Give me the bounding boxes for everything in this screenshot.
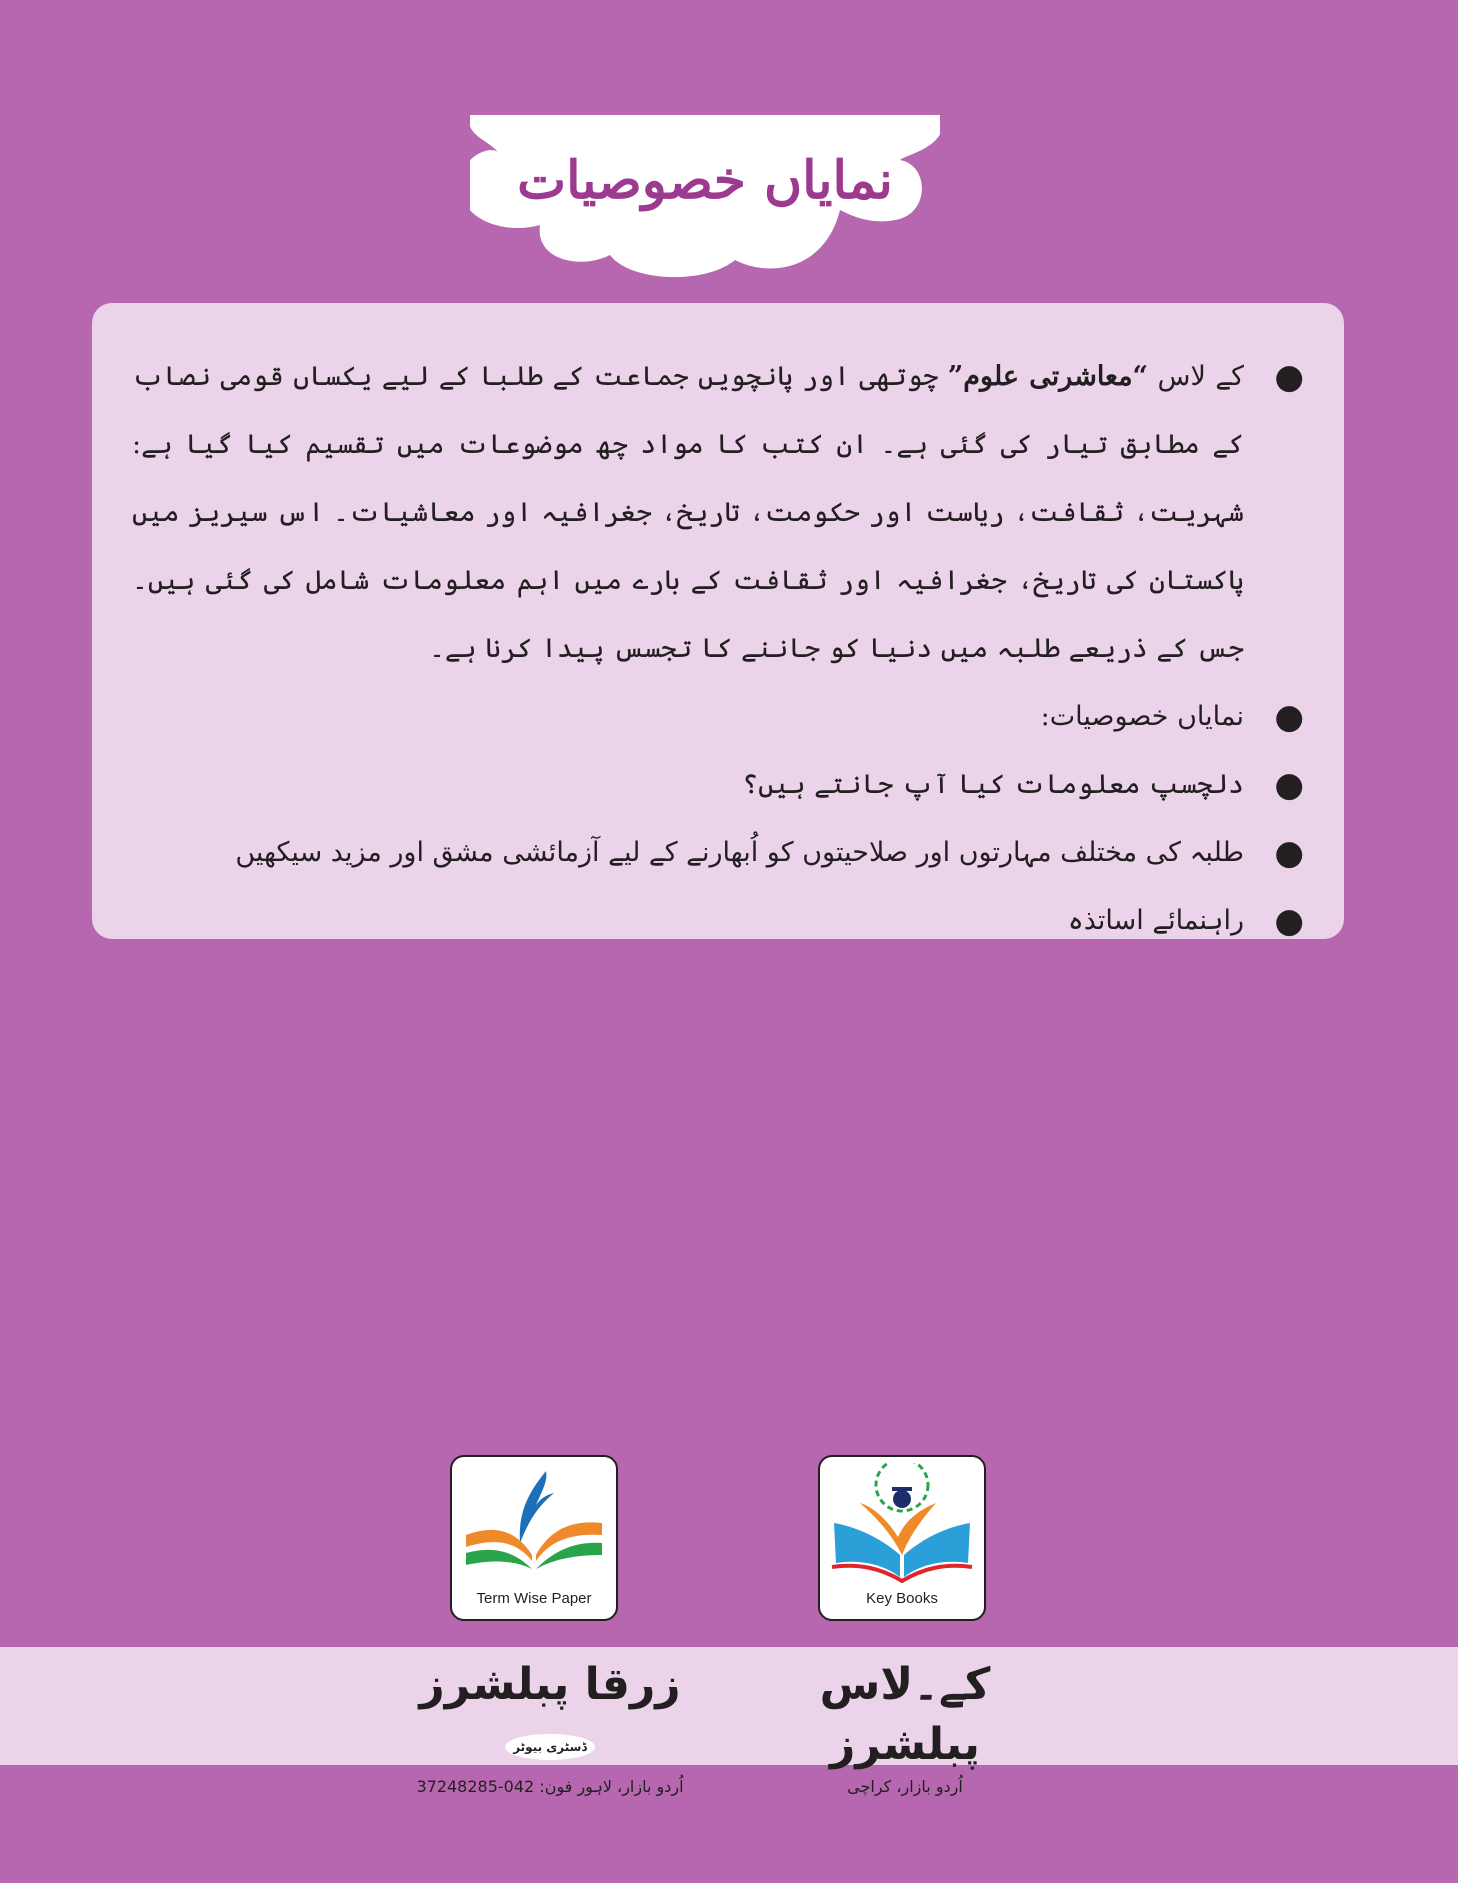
klass-publishers bbox=[750, 1655, 1060, 1799]
bullet-icon: ● bbox=[1274, 833, 1304, 873]
open-book-graduate-icon bbox=[826, 1463, 978, 1583]
zarqa-name bbox=[380, 1655, 720, 1775]
features-list bbox=[132, 343, 1304, 955]
feature-label: دلچسپ معلومات کیا آپ جانتے ہیں؟ bbox=[742, 769, 1244, 800]
list-item bbox=[132, 683, 1304, 751]
zarqa-name-text: زرقا پبلشرز bbox=[419, 1659, 681, 1710]
series-name: “معاشرتی علوم” bbox=[947, 361, 1149, 392]
list-item bbox=[132, 887, 1304, 955]
intro-text: چوتھی اور پانچویں جماعت کے طلبا کے لیے یکساں قومی نصاب کے مطابق تیار کی گئی ہے۔ ان کتب کا مواد چھ موضوعات میں تقسیم کیا گیا ہے: شہریت، ثقافت، ریاست اور حکومت، تاریخ، جغرافیہ اور معاشیات۔ اس سیریز میں پاکستان کی تاریخ، جغرافیہ اور ثقافت کے بارے میں اہم معلومات شامل کی گئی ہیں۔ جس کے ذریعے طلبہ میں دنیا کو جاننے کا تجسس پیدا کرنا ہے۔ bbox=[132, 361, 1244, 664]
bullet-icon: ● bbox=[1274, 357, 1304, 397]
term-wise-paper-logo bbox=[450, 1455, 618, 1621]
klass-address: اُردو بازار، کراچی bbox=[847, 1777, 963, 1796]
book-quill-icon bbox=[458, 1463, 610, 1583]
publishers-footer bbox=[0, 1647, 1458, 1796]
feature-label: نمایاں خصوصیات: bbox=[1040, 701, 1244, 732]
list-item bbox=[132, 343, 1304, 683]
page-title: نمایاں خصوصیات bbox=[517, 150, 893, 211]
features-panel bbox=[92, 303, 1344, 939]
zarqa-publishers bbox=[380, 1655, 720, 1799]
zarqa-address: اُردو بازار، لاہور فون: 042-37248285 bbox=[416, 1777, 684, 1796]
bullet-icon: ● bbox=[1274, 901, 1304, 941]
feature-label: طلبہ کی مختلف مہارتوں اور صلاحیتوں کو اُبھارنے کے لیے آزمائشی مشق اور مزید سیکھیں bbox=[235, 837, 1244, 868]
key-books-caption: Key Books bbox=[866, 1590, 938, 1607]
list-item bbox=[132, 819, 1304, 887]
term-wise-caption: Term Wise Paper bbox=[476, 1590, 592, 1607]
key-books-logo bbox=[818, 1455, 986, 1621]
intro-prefix: کے لاس bbox=[1148, 361, 1244, 392]
feature-label: راہنمائے اساتذہ bbox=[1067, 905, 1244, 936]
bullet-icon: ● bbox=[1274, 765, 1304, 805]
title-cloud bbox=[470, 110, 940, 280]
bullet-icon: ● bbox=[1274, 697, 1304, 737]
list-item bbox=[132, 751, 1304, 819]
klass-name: کے۔لاس پبلشرز bbox=[819, 1659, 991, 1770]
distributor-badge: ڈسٹری بیوٹر bbox=[505, 1734, 595, 1760]
